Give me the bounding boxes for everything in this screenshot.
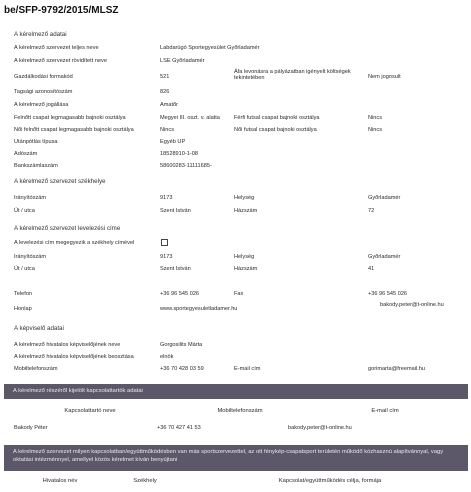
relations-band xyxy=(4,445,468,471)
mailing-street-label: Út / utca xyxy=(14,266,35,272)
contact-persons-band xyxy=(4,384,468,399)
cp-header-email: E-mail cím xyxy=(371,408,399,414)
member-id-value: 826 xyxy=(160,89,170,95)
mailing-same-checkbox[interactable] xyxy=(161,239,168,246)
seat-house-label: Házszám xyxy=(234,208,258,214)
mailing-house-label: Házszám xyxy=(234,266,258,272)
rep-email-value[interactable]: gorimarta@freemail.hu xyxy=(368,366,425,372)
mailing-zip-value: 9173 xyxy=(160,254,173,260)
seat-street-label: Út / utca xyxy=(14,208,35,214)
short-name-value: LSE Győrladamér xyxy=(160,58,205,64)
cp-row-mobile: +36 70 427 41 53 xyxy=(157,425,201,431)
econ-form-value: 521 xyxy=(160,74,170,80)
cp-header-name: Kapcsolattartó neve xyxy=(64,408,116,414)
rep-role-label: A kérelmező hivatalos képviselőjének beosztása xyxy=(14,354,134,360)
futsal-women-label: Női futsal csapat bajnoki osztálya xyxy=(234,127,317,133)
econ-form-label: Gazdálkodási formakód xyxy=(14,74,73,80)
mailing-section-title: A kérelmező szervezet levelezési címe xyxy=(14,225,121,232)
tax-label: Adószám xyxy=(14,151,38,157)
futsal-men-label: Férfi futsal csapat bajnoki osztálya xyxy=(234,115,320,121)
contact-email-value[interactable]: bakody.peter@t-online.hu xyxy=(380,302,444,308)
mailing-city-value: Győrladamér xyxy=(368,254,401,260)
seat-house-value: 72 xyxy=(368,208,375,214)
rel-header-seat: Székhely xyxy=(133,478,157,484)
seat-zip-label: Irányítószám xyxy=(14,195,47,201)
rep-email-label: E-mail cím xyxy=(234,366,261,372)
rel-header-purpose: Kapcsolat/együttműködés célja, formája xyxy=(278,478,382,484)
short-name-label: A kérelmező szervezet rövidített neve xyxy=(14,58,107,64)
representative-section-title: A képviselő adatai xyxy=(14,325,64,332)
document-id: be/SFP-9792/2015/MLSZ xyxy=(4,5,119,16)
adult-men-label: Felnőtt csapat legmagasabb bajnoki osztálya xyxy=(14,115,126,121)
cp-header-mobile: Mobiltelefonszám xyxy=(217,408,263,414)
mailing-city-label: Helység xyxy=(234,254,255,260)
futsal-women-value: Nincs xyxy=(368,127,382,133)
fax-label: Fax xyxy=(234,291,244,297)
seat-city-value: Győrladamér xyxy=(368,195,401,201)
legal-status-label: A kérelmező jogállása xyxy=(14,102,69,108)
vat-label: Áfa levonásra a pályázatban igényelt költségek tekintetében xyxy=(234,69,351,82)
futsal-men-value: Nincs xyxy=(368,115,382,121)
rep-name-label: A kérelmező hivatalos képviselőjének neve xyxy=(14,342,121,348)
vat-value: Nem jogosult xyxy=(368,74,401,80)
cp-row-email[interactable]: bakody.peter@t-online.hu xyxy=(288,425,352,431)
full-name-value: Labdarúgó Sportegyesület Győrladamér xyxy=(160,45,260,51)
youth-label: Utánpótlás típusa xyxy=(14,139,58,145)
seat-city-label: Helység xyxy=(234,195,255,201)
rep-mobile-value: +36 70 428 03 59 xyxy=(160,366,204,372)
rep-mobile-label: Mobiltelefonszám xyxy=(14,366,58,372)
contact-persons-band-title: A kérelmező részéről kijelölt kapcsolattartók adatai xyxy=(13,388,143,394)
rep-name-value: Gorgosilits Márta xyxy=(160,342,203,348)
adult-men-value: Megyei III. oszt. v. alatta xyxy=(160,115,220,121)
full-name-label: A kérelmező szervezet teljes neve xyxy=(14,45,99,51)
rep-role-value: elnök xyxy=(160,354,174,360)
mailing-same-label: A levelezési cím megegyezik a székhely címével xyxy=(14,240,135,246)
seat-street-value: Szent István xyxy=(160,208,191,214)
tax-value: 18528910-1-08 xyxy=(160,151,198,157)
web-label: Honlap xyxy=(14,306,32,312)
phone-label: Telefon xyxy=(14,291,33,297)
relations-band-text: A kérelmező szervezet milyen kapcsolatban/együttműködésben van más sportszervezettel, az ott fénykép-csapatsport területén működő közhasznú alapítvánnyal, vagy oktatási intézménnyel, amellyel közös kérelmet kíván benyújtani xyxy=(13,449,444,463)
phone-value: +36 96 545 026 xyxy=(160,291,200,297)
member-id-label: Tagsági azonosítószám xyxy=(14,89,73,95)
fax-value: +36 96 545 026 xyxy=(368,291,408,297)
mailing-house-value: 41 xyxy=(368,266,375,272)
legal-status-value: Amatőr xyxy=(160,102,179,108)
mailing-street-value: Szent István xyxy=(160,266,191,272)
web-value[interactable]: www.sportegyesuletladamer.hu xyxy=(160,306,238,312)
adult-women-label: Női felnőtt csapat legmagasabb bajnoki osztálya xyxy=(14,127,134,133)
mailing-zip-label: Irányítószám xyxy=(14,254,47,260)
bank-value: 58600283-11111685- xyxy=(160,163,212,169)
adult-women-value: Nincs xyxy=(160,127,174,133)
bank-label: Bankszámlaszám xyxy=(14,163,58,169)
seat-zip-value: 9173 xyxy=(160,195,173,201)
youth-value: Egyéb UP xyxy=(160,139,186,145)
applicant-section-title: A kérelmező adatai xyxy=(14,31,67,38)
cp-row-name: Bakody Péter xyxy=(14,425,48,431)
rel-header-name: Hivatalos név xyxy=(42,478,78,484)
seat-section-title: A kérelmező szervezet székhelye xyxy=(14,178,106,185)
